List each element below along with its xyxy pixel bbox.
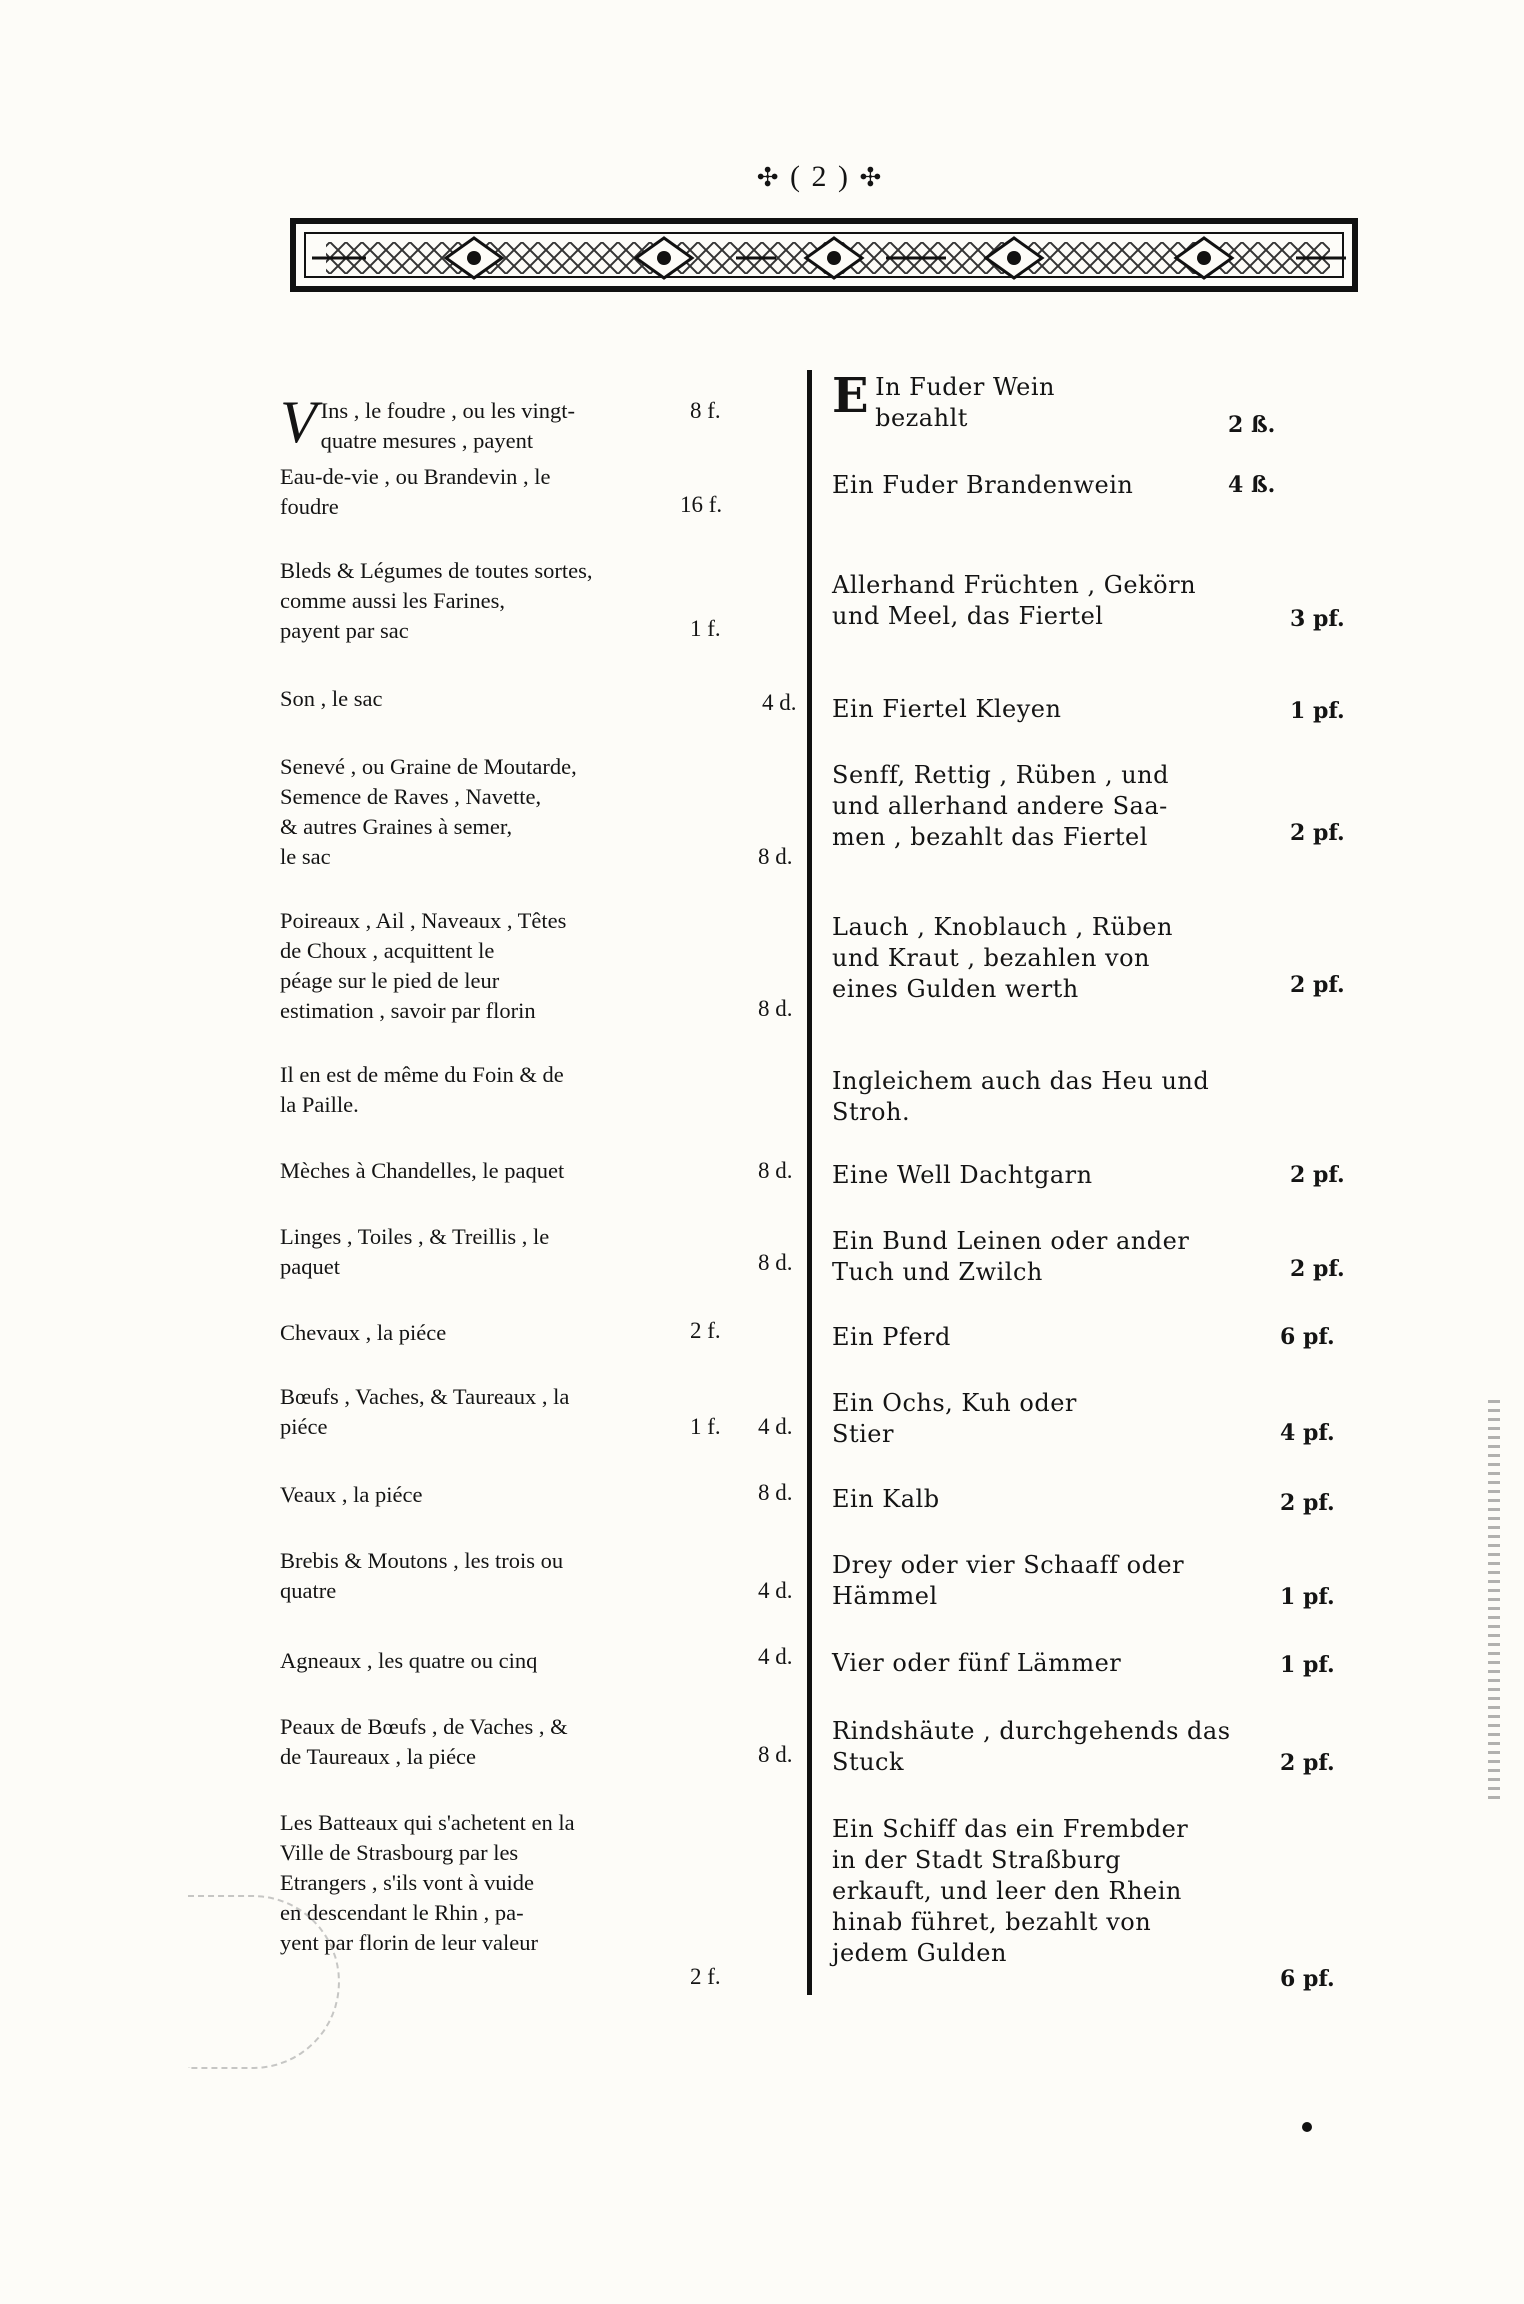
de-amount: 6 pf. xyxy=(1280,1966,1335,1992)
de-amount: 4 pf. xyxy=(1280,1420,1335,1446)
entry-de-text: Lauch , Knoblauch , Rüben und Kraut , bezahlen von eines Gulden werth xyxy=(832,913,1173,1003)
entry-de-text: Drey oder vier Schaaff oder Hämmel xyxy=(832,1551,1185,1610)
entry-fr-text: Les Batteaux qui s'achetent en la Ville de Strasbourg par les Etrangers , s'ils vont à vuide en descendant le Rhin , pa- yent par florin de leur valeur xyxy=(280,1810,575,1955)
entry-de-text: Allerhand Früchten , Gekörn und Meel, das Fiertel xyxy=(832,571,1197,630)
de-amount: 3 pf. xyxy=(1290,606,1345,632)
entry-de-text: Ein Fiertel Kleyen xyxy=(832,695,1062,723)
drop-initial-de: E xyxy=(832,368,870,424)
de-amount: 2 pf. xyxy=(1280,1490,1335,1516)
entry-fr-text: Bleds & Légumes de toutes sortes, comme aussi les Farines, payent par sac xyxy=(280,558,593,643)
ink-dot xyxy=(1302,2122,1312,2132)
decorative-band-inner xyxy=(304,232,1344,278)
entry-de-text: Senff, Rettig , Rüben , und und allerhand andere Saa- men , bezahlt das Fiertel xyxy=(832,761,1169,851)
entry-de-text: Ein Schiff das ein Frembder in der Stadt Straßburg erkauft, und leer den Rhein hinab führet, bezahlt von jedem Gulden xyxy=(832,1815,1189,1967)
fr-amount-sols: 2 f. xyxy=(690,1964,721,1989)
fr-amount-sols: 16 f. xyxy=(680,492,723,517)
de-amount: 2 pf. xyxy=(1290,972,1345,998)
entry-fr-text: Linges , Toiles , & Treillis , le paquet xyxy=(280,1224,550,1279)
de-amount: 2 pf. xyxy=(1290,1162,1345,1188)
binding-edge-marks xyxy=(1488,1400,1500,1800)
entry-de-text: Ein Pferd xyxy=(832,1323,951,1351)
fr-amount-deniers: 8 d. xyxy=(758,844,793,869)
entry-fr-text: Eau-de-vie , ou Brandevin , le foudre xyxy=(280,464,551,519)
entry-fr-text: Agneaux , les quatre ou cinq xyxy=(280,1648,538,1673)
de-amount: 1 pf. xyxy=(1280,1652,1335,1678)
entry-de-text: Ein Kalb xyxy=(832,1485,940,1513)
page-header xyxy=(740,160,900,194)
de-amount: 6 pf. xyxy=(1280,1324,1335,1350)
entry-fr-text: Poireaux , Ail , Naveaux , Têtes de Choux , acquittent le péage sur le pied de leur estimation , savoir par florin xyxy=(280,908,567,1023)
fr-amount-deniers: 4 d. xyxy=(758,1644,793,1669)
fr-amount-deniers: 8 d. xyxy=(758,996,793,1021)
ornament-right-icon: ✣ xyxy=(859,163,884,192)
entry-fr-text: Son , le sac xyxy=(280,686,383,711)
entry-de-text: Ingleichem auch das Heu und Stroh. xyxy=(832,1067,1210,1126)
fr-amount-deniers: 4 d. xyxy=(758,1414,793,1439)
page-number: ( 2 ) xyxy=(790,160,850,193)
de-amount: 1 pf. xyxy=(1280,1584,1335,1610)
entry-de-text: Rindshäute , durchgehends das Stuck xyxy=(832,1717,1231,1776)
drop-initial: V xyxy=(280,389,317,455)
fr-amount-deniers: 8 d. xyxy=(758,1480,793,1505)
entry-fr-text: Brebis & Moutons , les trois ou quatre xyxy=(280,1548,564,1603)
de-amount: 2 pf. xyxy=(1280,1750,1335,1776)
entry-fr-text xyxy=(280,366,680,456)
de-amount: 2 pf. xyxy=(1290,820,1345,846)
fr-amount-deniers: 4 d. xyxy=(762,690,797,715)
band-pattern-icon xyxy=(306,234,1350,282)
entry-de-text: Vier oder fünf Lämmer xyxy=(832,1649,1122,1677)
entry-fr-text: Senevé , ou Graine de Moutarde, Semence de Raves , Navette, & autres Graines à semer, le sac xyxy=(280,754,577,869)
column-divider xyxy=(807,370,812,1995)
entry-fr-text: Mèches à Chandelles, le paquet xyxy=(280,1158,565,1183)
entry-de-text: Eine Well Dachtgarn xyxy=(832,1161,1093,1189)
entry-de-body: In Fuder Wein bezahlt xyxy=(875,373,1055,432)
ornament-left-icon: ✣ xyxy=(756,163,781,192)
de-amount: 2 pf. xyxy=(1290,1256,1345,1282)
entry-fr-text: Chevaux , la piéce xyxy=(280,1320,447,1345)
decorative-band xyxy=(290,218,1358,292)
entry-fr-text: Veaux , la piéce xyxy=(280,1482,423,1507)
entry-de-text: Ein Ochs, Kuh oder Stier xyxy=(832,1389,1077,1448)
de-amount: 1 pf. xyxy=(1290,698,1345,724)
entry-de-text xyxy=(832,368,1232,434)
de-amount: 4 ß. xyxy=(1228,472,1276,498)
entry-fr-text: Bœufs , Vaches, & Taureaux , la piéce xyxy=(280,1384,570,1439)
fr-amount-sols: 2 f. xyxy=(690,1318,721,1343)
fr-amount-sols: 1 f. xyxy=(690,616,721,641)
entry-fr-text: Peaux de Bœufs , de Vaches , & de Taureaux , la piéce xyxy=(280,1714,568,1769)
de-amount: 2 ß. xyxy=(1228,412,1276,438)
fr-amount-deniers: 8 d. xyxy=(758,1158,793,1183)
fr-amount-deniers: 8 d. xyxy=(758,1250,793,1275)
entry-de-text: Ein Bund Leinen oder ander Tuch und Zwilch xyxy=(832,1227,1190,1286)
fr-amount-sols: 1 f. xyxy=(690,1414,721,1439)
entry-fr-body: Ins , le foudre , ou les vingt- quatre mesures , payent xyxy=(320,398,575,453)
fr-amount-sols: 8 f. xyxy=(690,398,721,423)
entry-de-text: Ein Fuder Brandenwein xyxy=(832,471,1134,499)
fr-amount-deniers: 4 d. xyxy=(758,1578,793,1603)
fr-amount-deniers: 8 d. xyxy=(758,1742,793,1767)
entry-fr-text: Il en est de même du Foin & de la Paille. xyxy=(280,1062,564,1117)
